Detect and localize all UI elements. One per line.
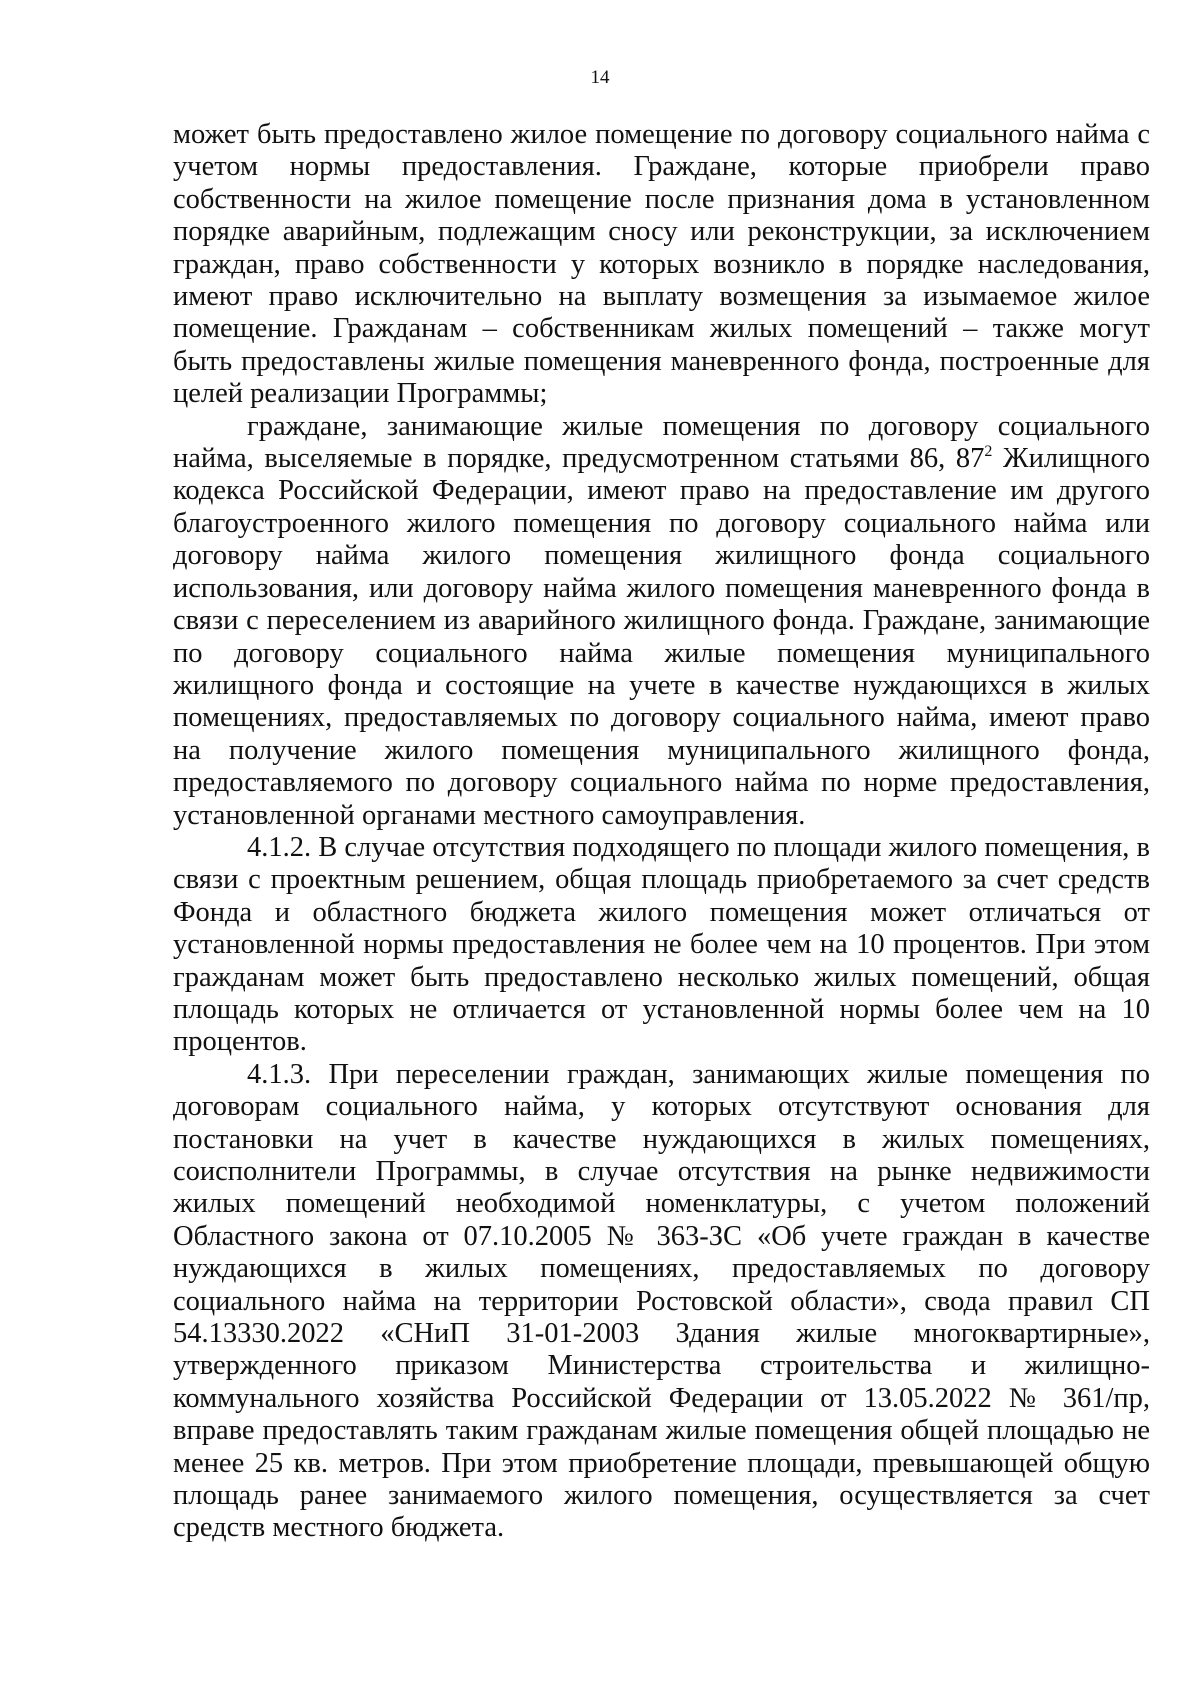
article-superscript: 2 (984, 443, 993, 461)
paragraph-text-after: Жилищного кодекса Российской Федерации, имеют право на предоставление им другого благоустроенного жилого помещения по договору социального найма или договору найма жилого помещения жилищного фонда социального использования, или договору найма жилого помещения маневренного фонда в связи с переселением из аварийного жилищного фонда. Граждане, занимающие по договору социального найма жилые помещения муниципального жилищного фонда и состоящие на учете в качестве нуждающихся в жилых помещениях, предоставляемых по договору социального найма, имеют право на получение жилого помещения муниципального жилищного фонда, предоставляемого по договору социального найма по норме предоставления, установленной органами местного самоуправления. (173, 443, 1150, 831)
document-body (173, 119, 1150, 1545)
paragraph-4-1-3: 4.1.3. При переселении граждан, занимающих жилые помещения по договорам социального найма, у которых отсутствуют основания для постановки на учет в качестве нуждающихся в жилых помещениях, соисполнители Программы, в случае отсутствия на рынке недвижимости жилых помещений необходимой номенклатуры, с учетом положений Областного закона от 07.10.2005 № 363-ЗС «Об учете граждан в качестве нуждающихся в жилых помещениях, предоставляемых по договору социального найма на территории Ростовской области», свода правил СП 54.13330.2022 «СНиП 31-01-2003 Здания жилые многоквартирные», утвержденного приказом Министерства строительства и жилищно-коммунального хозяйства Российской Федерации от 13.05.2022 № 361/пр, вправе предоставлять таким гражданам жилые помещения общей площадью не менее 25 кв. метров. При этом приобретение площади, превышающей общую площадь ранее занимаемого жилого помещения, осуществляется за счет средств местного бюджета. (173, 1058, 1150, 1544)
paragraph-continuation: может быть предоставлено жилое помещение по договору социального найма с учетом нормы предоставления. Граждане, которые приобрели право собственности на жилое помещение после признания дома в установленном порядке аварийным, подлежащим сносу или реконструкции, за исключением граждан, право собственности у которых возникло в порядке наследования, имеют право исключительно на выплату возмещения за изымаемое жилое помещение. Гражданам – собственникам жилых помещений – также могут быть предоставлены жилые помещения маневренного фонда, построенные для целей реализации Программы; (173, 119, 1150, 410)
paragraph-social-tenants (173, 411, 1150, 832)
paragraph-text-before: граждане, занимающие жилые помещения по договору социального найма, выселяемые в порядке, предусмотренном статьями 86, 87 (173, 410, 1150, 475)
paragraph-4-1-2: 4.1.2. В случае отсутствия подходящего по площади жилого помещения, в связи с проектным решением, общая площадь приобретаемого за счет средств Фонда и областного бюджета жилого помещения может отличаться от установленной нормы предоставления не более чем на 10 процентов. При этом гражданам может быть предоставлено несколько жилых помещений, общая площадь которых не отличается от установленной нормы более чем на 10 процентов. (173, 831, 1150, 1058)
page-number: 14 (590, 67, 610, 88)
